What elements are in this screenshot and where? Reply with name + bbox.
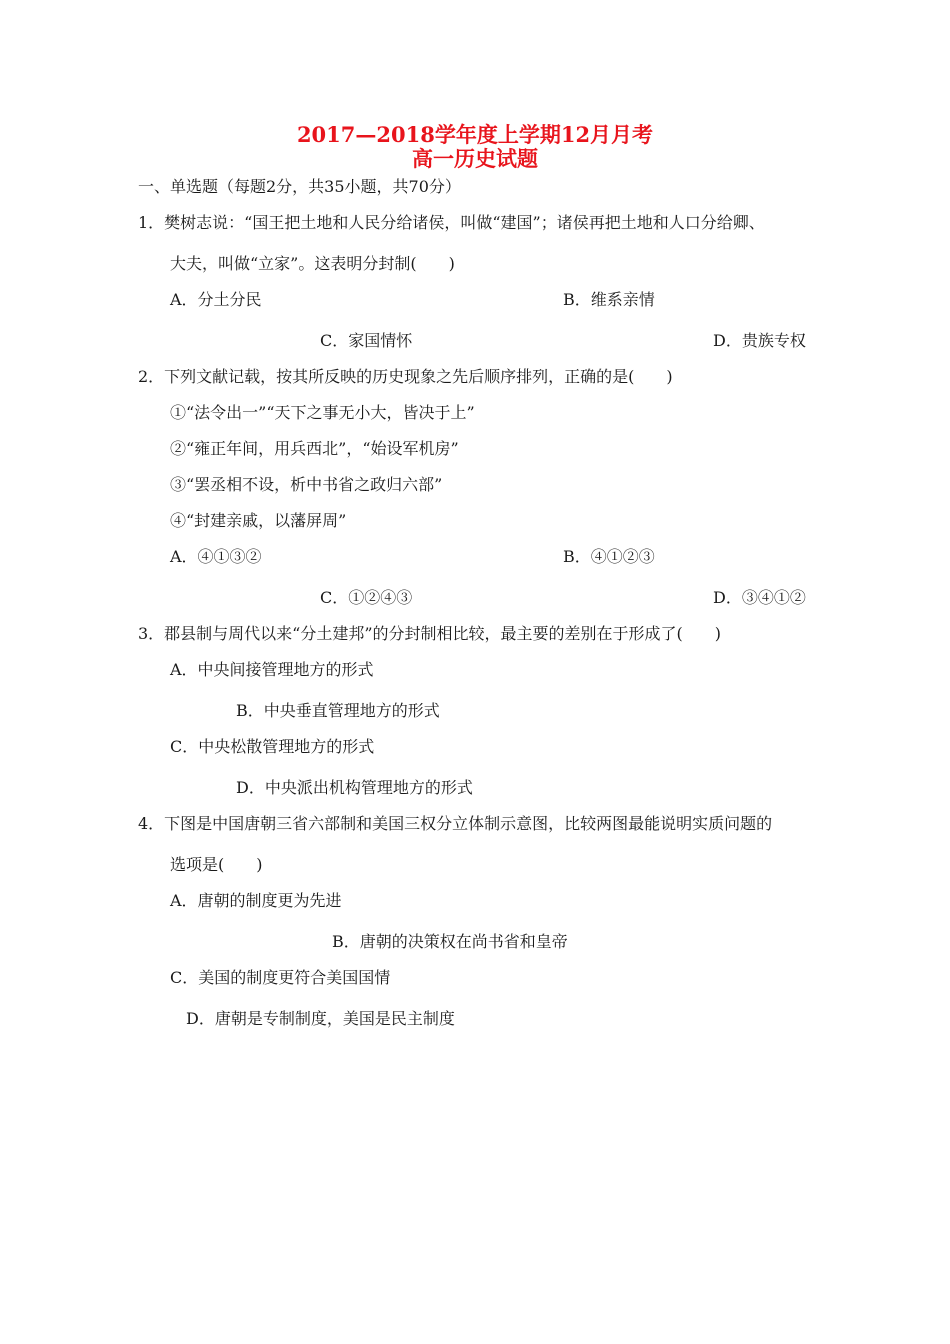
exam-title: 2017—2018学年度上学期12月月考 <box>296 122 654 147</box>
question-1-option-c: C．家国情怀 <box>320 331 413 350</box>
question-1-stem-cont: 大夫，叫做“立家”。这表明分封制( ) <box>170 254 455 273</box>
question-2-option-b: B．④①②③ <box>563 547 655 566</box>
question-1-option-d: D．贵族专权 <box>713 331 806 350</box>
question-2-stem: 2．下列文献记载，按其所反映的历史现象之先后顺序排列，正确的是( ) <box>138 367 673 386</box>
question-4-option-a: A．唐朝的制度更为先进 <box>170 891 342 910</box>
question-2-item-3: ③“罢丞相不设，析中书省之政归六部” <box>170 475 443 494</box>
question-2-option-a: A．④①③② <box>170 547 262 566</box>
question-3-option-a: A．中央间接管理地方的形式 <box>170 660 374 679</box>
question-3-option-c: C．中央松散管理地方的形式 <box>170 737 375 756</box>
question-3-option-b: B．中央垂直管理地方的形式 <box>236 701 440 720</box>
question-2-item-4: ④“封建亲戚，以藩屏周” <box>170 511 347 530</box>
question-4-option-d: D．唐朝是专制制度，美国是民主制度 <box>186 1009 455 1028</box>
question-2-option-c: C．①②④③ <box>320 588 413 607</box>
question-3-stem: 3．郡县制与周代以来“分土建邦”的分封制相比较，最主要的差别在于形成了( ) <box>138 624 722 643</box>
question-4-option-c: C．美国的制度更符合美国国情 <box>170 968 391 987</box>
question-1-option-b: B．维系亲情 <box>563 290 655 309</box>
question-4-stem: 4．下图是中国唐朝三省六部制和美国三权分立体制示意图，比较两图最能说明实质问题的 <box>138 814 773 833</box>
question-4-stem-cont: 选项是( ) <box>170 855 263 874</box>
question-3-option-d: D．中央派出机构管理地方的形式 <box>236 778 473 797</box>
exam-subtitle: 高一历史试题 <box>412 146 538 171</box>
question-2-item-2: ②“雍正年间，用兵西北”，“始设军机房” <box>170 439 459 458</box>
question-2-item-1: ①“法令出一”“天下之事无小大，皆决于上” <box>170 403 475 422</box>
question-4-option-b: B．唐朝的决策权在尚书省和皇帝 <box>332 932 568 951</box>
section-heading: 一、单选题（每题2分，共35小题，共70分） <box>138 177 461 196</box>
question-2-option-d: D．③④①② <box>713 588 806 607</box>
question-1-stem: 1．樊树志说：“国王把土地和人民分给诸侯，叫做“建国”；诸侯再把土地和人口分给卿、 <box>138 213 765 232</box>
question-1-option-a: A．分土分民 <box>170 290 262 309</box>
